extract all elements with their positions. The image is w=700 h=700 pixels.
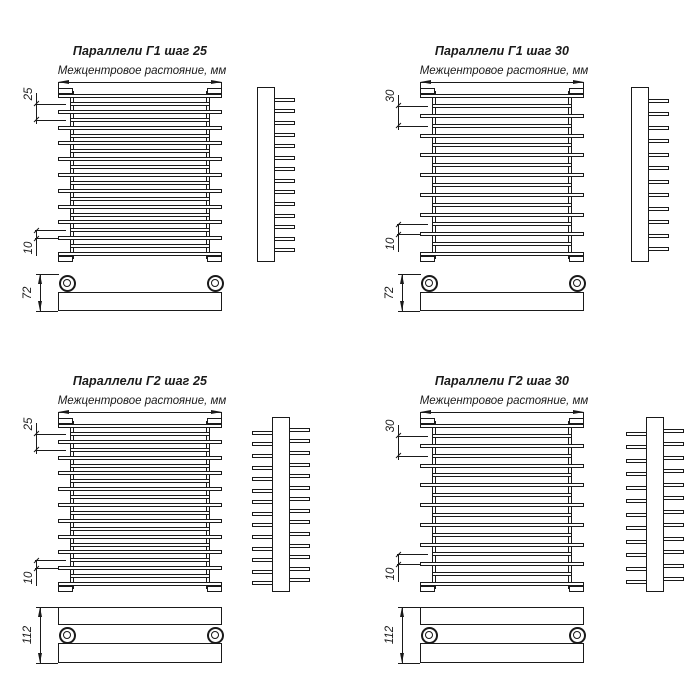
front-tube-bar bbox=[432, 572, 572, 576]
front-tube-bar bbox=[70, 134, 210, 138]
side-tube bbox=[252, 442, 274, 446]
front-tube-bar bbox=[58, 220, 222, 224]
front-tube-bar bbox=[58, 550, 222, 554]
side-tube bbox=[252, 477, 274, 481]
side-tube bbox=[273, 214, 295, 218]
front-tube-bar bbox=[432, 203, 572, 207]
front-tube-bar bbox=[420, 503, 584, 507]
step-dim-label: 30 bbox=[385, 89, 397, 103]
front-tube-bar bbox=[58, 252, 222, 256]
dim-arrowhead-down bbox=[38, 653, 42, 663]
front-tube-bar bbox=[70, 181, 210, 185]
front-tube-bar bbox=[70, 495, 210, 499]
side-tube bbox=[252, 454, 274, 458]
side-tube bbox=[252, 581, 274, 585]
dim-line bbox=[36, 230, 37, 256]
front-tube-bar bbox=[58, 110, 222, 114]
side-tube bbox=[662, 483, 684, 487]
quadrant-g1-step25 bbox=[0, 0, 336, 360]
center-distance-dim-line bbox=[420, 412, 584, 413]
side-tube bbox=[662, 537, 684, 541]
side-view-collector bbox=[631, 87, 649, 262]
front-tube-bar bbox=[70, 574, 210, 578]
front-tube-bar bbox=[58, 173, 222, 177]
side-tube bbox=[273, 167, 295, 171]
corner-tab bbox=[58, 586, 73, 592]
front-tube-bar bbox=[420, 252, 584, 256]
side-tube bbox=[273, 98, 295, 102]
step-dim-label: 30 bbox=[385, 419, 397, 433]
quadrant-g2-step25 bbox=[0, 330, 336, 690]
pipe-connection-circle-inner bbox=[425, 279, 433, 287]
side-tube bbox=[626, 459, 648, 463]
side-tube bbox=[647, 234, 669, 238]
dim-arrowhead-left bbox=[58, 410, 69, 414]
base-height-dim-label: 112 bbox=[22, 625, 34, 645]
side-tube bbox=[647, 193, 669, 197]
corner-tab bbox=[569, 418, 584, 424]
side-tube bbox=[288, 428, 310, 432]
front-tube-bar bbox=[432, 163, 572, 167]
side-tube bbox=[647, 220, 669, 224]
side-tube bbox=[647, 247, 669, 251]
corner-tab bbox=[207, 418, 222, 424]
dim-extension-line bbox=[397, 106, 428, 107]
corner-tab bbox=[58, 256, 73, 262]
front-tube-bar bbox=[420, 562, 584, 566]
front-tube-bar bbox=[432, 222, 572, 226]
center-distance-dim-line bbox=[58, 412, 222, 413]
corner-tab bbox=[420, 418, 435, 424]
front-tube-bar bbox=[420, 173, 584, 177]
front-tube-bar bbox=[70, 165, 210, 169]
corner-tab bbox=[58, 88, 73, 94]
side-tube bbox=[252, 466, 274, 470]
front-tube-bar bbox=[432, 473, 572, 477]
front-tube-bar bbox=[58, 205, 222, 209]
side-tube bbox=[626, 580, 648, 584]
dim-extension-line bbox=[397, 456, 428, 457]
dim-line bbox=[36, 560, 37, 586]
dim-extension-line bbox=[35, 120, 66, 121]
side-tube bbox=[252, 431, 274, 435]
corner-tab bbox=[569, 88, 584, 94]
drawing-title: Параллели Г2 шаг 25 bbox=[72, 374, 208, 388]
dim-arrowhead-left bbox=[420, 80, 431, 84]
base-rect bbox=[420, 643, 584, 663]
side-tube bbox=[647, 139, 669, 143]
side-tube bbox=[288, 544, 310, 548]
base-rect bbox=[420, 292, 584, 311]
side-tube bbox=[288, 509, 310, 513]
base-height-dim-label: 72 bbox=[22, 286, 34, 299]
side-tube bbox=[647, 166, 669, 170]
side-tube bbox=[662, 496, 684, 500]
dim-arrowhead-down bbox=[38, 301, 42, 311]
front-tube-bar bbox=[70, 118, 210, 122]
side-tube bbox=[288, 474, 310, 478]
side-view-collector bbox=[257, 87, 275, 262]
side-tube bbox=[252, 500, 274, 504]
side-tube bbox=[252, 558, 274, 562]
side-view-collector bbox=[272, 417, 290, 592]
center-distance-dim-line bbox=[58, 82, 222, 83]
side-tube bbox=[626, 513, 648, 517]
front-tube-bar bbox=[432, 513, 572, 517]
dim-extension-line bbox=[35, 560, 66, 561]
front-tube-bar bbox=[70, 228, 210, 232]
drawing-title: Параллели Г1 шаг 25 bbox=[72, 44, 208, 58]
side-tube bbox=[662, 456, 684, 460]
dim-arrowhead-left bbox=[58, 80, 69, 84]
front-tube-bar bbox=[70, 244, 210, 248]
front-tube-bar bbox=[58, 126, 222, 130]
dim-line bbox=[398, 224, 399, 252]
front-tube-bar bbox=[420, 114, 584, 118]
drawing-title: Параллели Г1 шаг 30 bbox=[434, 44, 570, 58]
pipe-connection-circle-inner bbox=[211, 279, 219, 287]
front-tube-bar bbox=[58, 519, 222, 523]
front-tube-bar bbox=[432, 434, 572, 438]
side-tube bbox=[273, 109, 295, 113]
row-offset-dim-label: 10 bbox=[385, 567, 397, 581]
side-tube bbox=[626, 499, 648, 503]
dim-extension-line bbox=[397, 224, 428, 225]
dim-arrowhead-right bbox=[573, 80, 584, 84]
row-offset-dim-label: 10 bbox=[385, 237, 397, 251]
side-tube bbox=[252, 547, 274, 551]
front-tube-bar bbox=[58, 94, 222, 98]
front-tube-bar bbox=[420, 424, 584, 428]
front-tube-bar bbox=[432, 124, 572, 128]
dim-extension-line bbox=[36, 663, 58, 664]
side-tube bbox=[626, 472, 648, 476]
side-tube bbox=[273, 190, 295, 194]
front-tube-bar bbox=[70, 558, 210, 562]
center-distance-caption: Межцентровое растояние, мм bbox=[57, 395, 227, 407]
dim-extension-line bbox=[398, 311, 420, 312]
side-tube bbox=[626, 567, 648, 571]
front-tube-bar bbox=[58, 157, 222, 161]
side-tube bbox=[626, 432, 648, 436]
side-tube bbox=[647, 126, 669, 130]
corner-tab bbox=[207, 256, 222, 262]
side-tube bbox=[273, 156, 295, 160]
corner-tab bbox=[569, 256, 584, 262]
center-distance-caption: Межцентровое растояние, мм bbox=[419, 65, 589, 77]
front-tube-bar bbox=[58, 471, 222, 475]
front-tube-bar bbox=[420, 483, 584, 487]
dim-arrowhead-up bbox=[38, 274, 42, 284]
front-tube-bar bbox=[70, 543, 210, 547]
side-tube bbox=[288, 567, 310, 571]
side-tube bbox=[288, 497, 310, 501]
side-tube bbox=[647, 207, 669, 211]
dim-arrowhead-right bbox=[211, 80, 222, 84]
side-tube bbox=[288, 532, 310, 536]
base-rect bbox=[420, 607, 584, 625]
front-tube-bar bbox=[70, 213, 210, 217]
pipe-connection-circle-inner bbox=[63, 631, 71, 639]
side-tube bbox=[273, 248, 295, 252]
side-tube bbox=[252, 535, 274, 539]
front-tube-bar bbox=[420, 543, 584, 547]
pipe-connection-circle-inner bbox=[211, 631, 219, 639]
side-tube bbox=[626, 486, 648, 490]
side-tube bbox=[288, 520, 310, 524]
front-tube-bar bbox=[420, 153, 584, 157]
corner-tab bbox=[207, 88, 222, 94]
base-height-dim-label: 112 bbox=[384, 625, 396, 645]
side-tube bbox=[662, 564, 684, 568]
side-tube bbox=[288, 451, 310, 455]
center-distance-caption: Межцентровое растояние, мм bbox=[419, 395, 589, 407]
front-tube-bar bbox=[432, 242, 572, 246]
side-tube bbox=[626, 540, 648, 544]
front-tube-bar bbox=[420, 193, 584, 197]
corner-tab bbox=[569, 586, 584, 592]
front-tube-bar bbox=[420, 213, 584, 217]
center-distance-dim-line bbox=[420, 82, 584, 83]
front-tube-bar bbox=[58, 456, 222, 460]
side-tube bbox=[626, 553, 648, 557]
side-tube bbox=[273, 179, 295, 183]
front-tube-bar bbox=[70, 479, 210, 483]
front-tube-bar bbox=[420, 582, 584, 586]
dim-arrowhead-down bbox=[400, 301, 404, 311]
side-tube bbox=[288, 439, 310, 443]
side-tube bbox=[647, 153, 669, 157]
front-tube-bar bbox=[420, 523, 584, 527]
front-tube-bar bbox=[58, 141, 222, 145]
quadrant-g1-step30 bbox=[362, 0, 698, 360]
row-offset-dim-label: 10 bbox=[23, 571, 35, 585]
corner-tab bbox=[420, 256, 435, 262]
drawing-title: Параллели Г2 шаг 30 bbox=[434, 374, 570, 388]
corner-tab bbox=[207, 586, 222, 592]
quadrant-g2-step30 bbox=[362, 330, 698, 690]
front-tube-bar bbox=[70, 448, 210, 452]
base-rect bbox=[58, 643, 222, 663]
row-offset-dim-label: 10 bbox=[23, 241, 35, 255]
side-tube bbox=[288, 555, 310, 559]
step-dim-label: 25 bbox=[23, 87, 35, 101]
front-tube-bar bbox=[70, 197, 210, 201]
front-tube-bar bbox=[420, 464, 584, 468]
side-tube bbox=[288, 463, 310, 467]
base-height-dim-label: 72 bbox=[384, 286, 396, 299]
front-tube-bar bbox=[432, 552, 572, 556]
side-tube bbox=[626, 526, 648, 530]
dim-arrowhead-up bbox=[400, 607, 404, 617]
side-tube bbox=[662, 429, 684, 433]
front-tube-bar bbox=[432, 143, 572, 147]
dim-arrowhead-up bbox=[38, 607, 42, 617]
side-tube bbox=[252, 523, 274, 527]
side-tube bbox=[252, 570, 274, 574]
dim-extension-line bbox=[397, 126, 428, 127]
side-tube bbox=[662, 550, 684, 554]
front-tube-bar bbox=[58, 424, 222, 428]
front-tube-bar bbox=[432, 454, 572, 458]
front-tube-bar bbox=[432, 104, 572, 108]
dim-line bbox=[398, 554, 399, 582]
side-tube bbox=[252, 489, 274, 493]
dim-extension-line bbox=[35, 450, 66, 451]
front-tube-bar bbox=[420, 232, 584, 236]
front-tube-bar bbox=[58, 440, 222, 444]
dim-extension-line bbox=[397, 554, 428, 555]
front-tube-bar bbox=[70, 511, 210, 515]
side-tube bbox=[662, 510, 684, 514]
side-tube bbox=[273, 225, 295, 229]
dim-extension-line bbox=[35, 230, 66, 231]
side-tube bbox=[288, 486, 310, 490]
dim-extension-line bbox=[35, 104, 66, 105]
front-tube-bar bbox=[70, 527, 210, 531]
side-tube bbox=[662, 523, 684, 527]
dim-extension-line bbox=[398, 663, 420, 664]
side-tube bbox=[252, 512, 274, 516]
dim-arrowhead-right bbox=[573, 410, 584, 414]
front-tube-bar bbox=[58, 236, 222, 240]
side-tube bbox=[273, 144, 295, 148]
side-tube bbox=[273, 237, 295, 241]
base-rect bbox=[58, 292, 222, 311]
front-tube-bar bbox=[432, 533, 572, 537]
front-tube-bar bbox=[58, 503, 222, 507]
front-tube-bar bbox=[70, 432, 210, 436]
side-tube bbox=[662, 469, 684, 473]
front-tube-bar bbox=[70, 149, 210, 153]
corner-tab bbox=[58, 418, 73, 424]
front-tube-bar bbox=[58, 189, 222, 193]
front-tube-bar bbox=[420, 94, 584, 98]
base-rect bbox=[58, 607, 222, 625]
front-tube-bar bbox=[432, 493, 572, 497]
side-tube bbox=[662, 577, 684, 581]
pipe-connection-circle-inner bbox=[63, 279, 71, 287]
side-tube bbox=[626, 445, 648, 449]
side-tube bbox=[647, 112, 669, 116]
step-dim-label: 25 bbox=[23, 417, 35, 431]
corner-tab bbox=[420, 586, 435, 592]
side-tube bbox=[647, 99, 669, 103]
dim-extension-line bbox=[36, 311, 58, 312]
dim-arrowhead-left bbox=[420, 410, 431, 414]
pipe-connection-circle-inner bbox=[425, 631, 433, 639]
corner-tab bbox=[420, 88, 435, 94]
side-tube bbox=[273, 133, 295, 137]
dim-extension-line bbox=[397, 436, 428, 437]
side-tube bbox=[662, 442, 684, 446]
front-tube-bar bbox=[58, 582, 222, 586]
front-tube-bar bbox=[70, 102, 210, 106]
front-tube-bar bbox=[420, 134, 584, 138]
front-tube-bar bbox=[58, 487, 222, 491]
side-tube bbox=[273, 121, 295, 125]
front-tube-bar bbox=[58, 566, 222, 570]
front-tube-bar bbox=[420, 444, 584, 448]
dim-arrowhead-up bbox=[400, 274, 404, 284]
pipe-connection-circle-inner bbox=[573, 279, 581, 287]
side-tube bbox=[273, 202, 295, 206]
dim-arrowhead-down bbox=[400, 653, 404, 663]
pipe-connection-circle-inner bbox=[573, 631, 581, 639]
side-tube bbox=[288, 578, 310, 582]
center-distance-caption: Межцентровое растояние, мм bbox=[57, 65, 227, 77]
dim-extension-line bbox=[35, 434, 66, 435]
front-tube-bar bbox=[432, 183, 572, 187]
dim-arrowhead-right bbox=[211, 410, 222, 414]
side-view-collector bbox=[646, 417, 664, 592]
side-tube bbox=[647, 180, 669, 184]
front-tube-bar bbox=[58, 535, 222, 539]
front-tube-bar bbox=[70, 464, 210, 468]
